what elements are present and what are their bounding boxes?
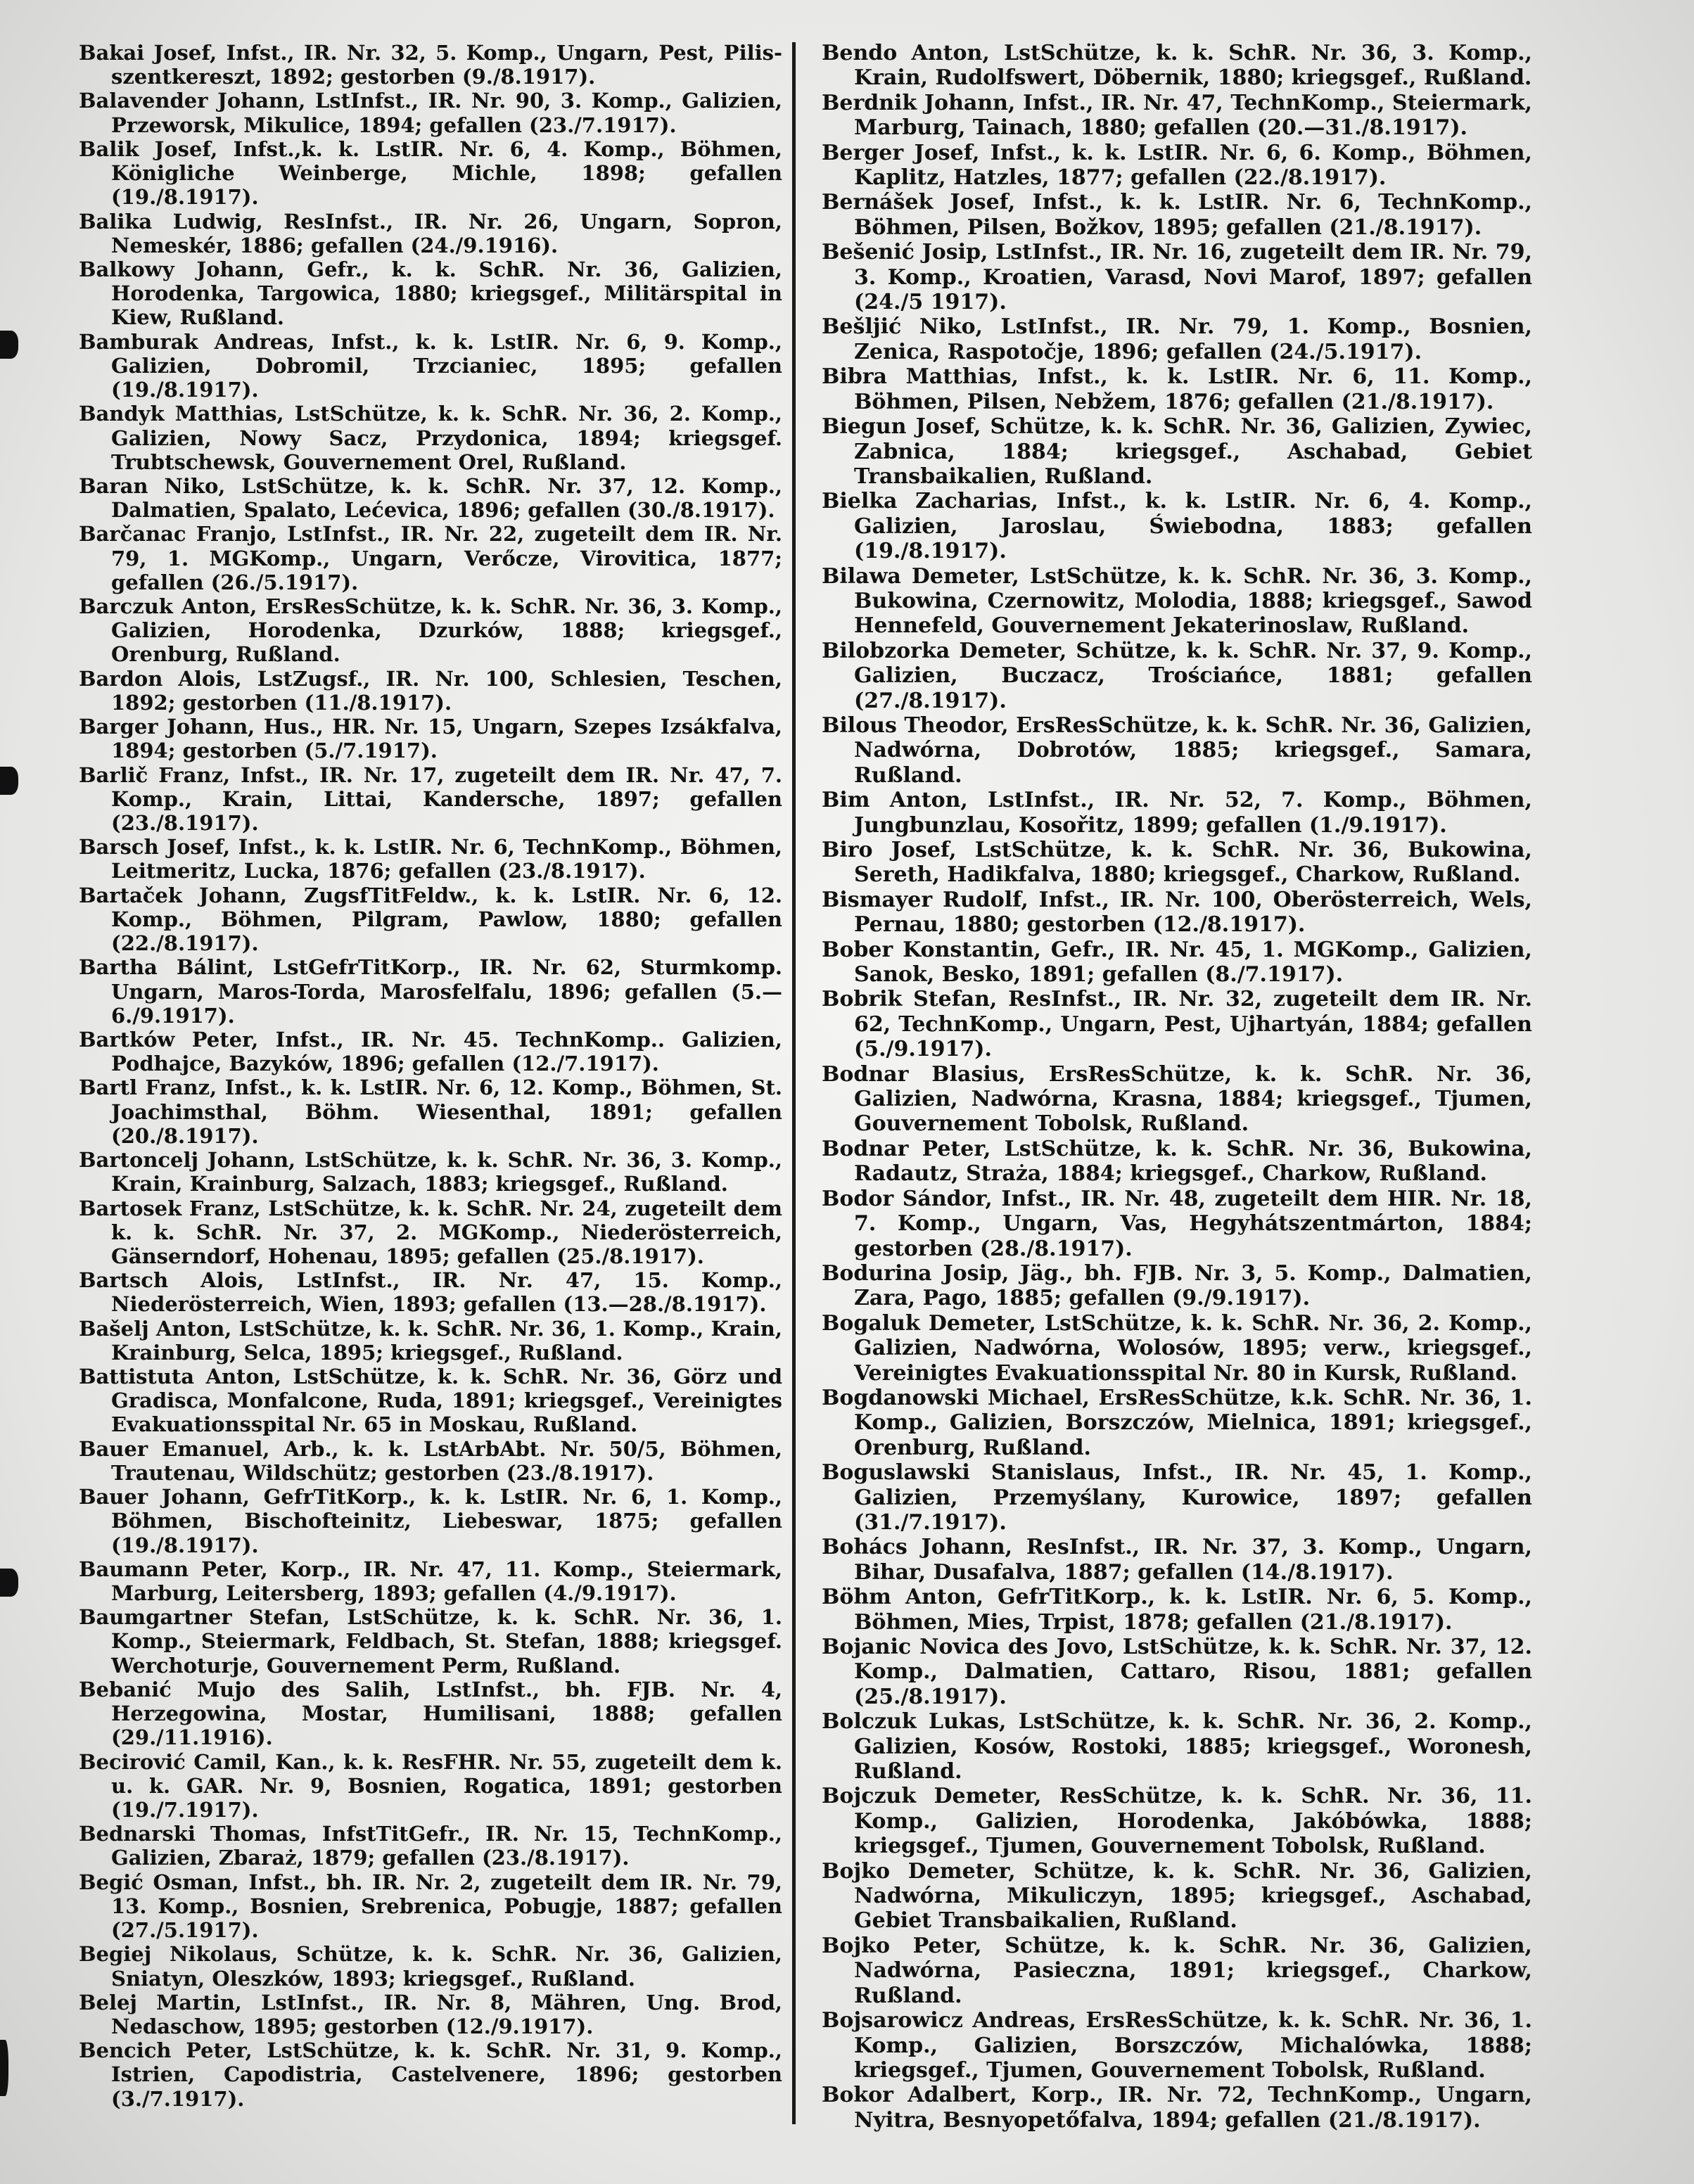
register-entry [822, 1709, 1532, 1784]
entry-surname: Bartaček [79, 883, 182, 907]
entry-surname: Bašelj [79, 1316, 149, 1341]
entry-surname: Bencich [79, 2038, 172, 2063]
register-entry [822, 489, 1532, 563]
register-entry [822, 2008, 1532, 2083]
entry-details: Camil, Kan., k. k. ResFHR. Nr. 55, zugeteilt dem k. u. k. GAR. Nr. 9, Bosnien, Rogatica, 1891; gestorben (19./7.1917). [111, 1749, 782, 1822]
entry-details: Niko, LstInfst., IR. Nr. 79, 1. Komp., Bosnien, Zenica, Raspotočje, 1896; gefallen (24./5.1917). [854, 314, 1532, 364]
entry-surname: Baumgartner [79, 1605, 232, 1630]
entry-surname: Balika [79, 209, 153, 234]
register-entry [79, 1870, 782, 1943]
entry-details: Novica des Jovo, LstSchütze, k. k. SchR. Nr. 37, 12. Komp., Dalmatien, Cattaro, Risou, 1881; gefallen (25./8.1917). [854, 1635, 1532, 1709]
entry-surname: Bilobzorka [822, 638, 950, 663]
right-column [822, 41, 1532, 2133]
register-entry [822, 938, 1532, 988]
entry-surname: Bebanić [79, 1677, 172, 1701]
entry-surname: Bogaluk [822, 1310, 920, 1336]
entry-details: Peter, Schütze, k. k. SchR. Nr. 36, Galizien, Nadwórna, Pasieczna, 1891; kriegsgef., Charkow, Rußland. [854, 1933, 1532, 2008]
entry-details: Matthias, LstSchütze, k. k. SchR. Nr. 36, 2. Komp., Galizien, Nowy Sacz, Przydonica, 1894; kriegsgef. Trubtschewsk, Gouvernement Orel, Rußland. [111, 402, 782, 474]
register-entry [79, 955, 782, 1028]
register-entry [79, 715, 782, 762]
entry-details: Ludwig, ResInfst., IR. Nr. 26, Ungarn, Sopron, Nemeskér, 1886; gefallen (24./9.1916). [111, 209, 782, 257]
entry-surname: Bojanic [822, 1635, 912, 1659]
register-entry [822, 1137, 1532, 1187]
register-entry [822, 639, 1532, 713]
entry-details: Franjo, LstInfst., IR. Nr. 22, zugeteilt dem IR. Nr. 79, 1. MGKomp., Ungarn, Verőcze, Virovitica, 1877; gefallen (26./5.1917). [111, 522, 782, 594]
entry-details: Johann, GefrTitKorp., k. k. LstIR. Nr. 6, 1. Komp., Böhmen, Bischofteinitz, Liebeswar, 1875; gefallen (19./8.1917). [111, 1485, 782, 1557]
entry-details: Johann, Infst., IR. Nr. 47, TechnKomp., Steiermark, Marburg, Tainach, 1880; gefallen (20.—31./8.1917). [854, 90, 1532, 141]
entry-surname: Bismayer [822, 887, 933, 912]
register-entry [822, 1934, 1532, 2008]
register-entry [822, 1062, 1532, 1137]
entry-surname: Bartoncelj [79, 1148, 199, 1173]
entry-surname: Bodurina [822, 1260, 932, 1286]
entry-surname: Biro [822, 838, 873, 862]
register-entry [822, 240, 1532, 314]
entry-surname: Bokor [822, 2083, 893, 2108]
entry-surname: Begiej [79, 1942, 152, 1967]
entry-surname: Bauer [79, 1436, 148, 1461]
register-entry [79, 1268, 782, 1316]
entry-details: Emanuel, Arb., k. k. LstArbAbt. Nr. 50/5, Böhmen, Trautenau, Wildschütz; gestorben (23./8.1917). [111, 1436, 782, 1485]
entry-surname: Bartsch [79, 1268, 169, 1293]
register-entry [79, 1557, 782, 1605]
entry-surname: Bešljić [822, 314, 902, 340]
register-entry [822, 414, 1532, 489]
register-entry [79, 1148, 782, 1196]
register-entry [822, 1784, 1532, 1858]
register-entry [822, 788, 1532, 838]
entry-surname: Biegun [822, 414, 907, 440]
register-entry [79, 1196, 782, 1269]
entry-surname: Bojko [822, 1933, 891, 1958]
binding-mark [0, 331, 18, 359]
register-entry [822, 1187, 1532, 1261]
entry-surname: Bauer [79, 1485, 148, 1509]
entry-details: Adalbert, Korp., IR. Nr. 72, TechnKomp., Ungarn, Nyitra, Besnyopetőfalva, 1894; gefallen (21./8.1917). [854, 2083, 1532, 2133]
entry-surname: Barlič [79, 762, 148, 787]
register-entry [79, 89, 782, 136]
register-entry [822, 141, 1532, 191]
entry-details: Johann, LstSchütze, k. k. SchR. Nr. 36, 3. Komp., Krain, Krainburg, Salzach, 1883; kriegsgef., Rußland. [111, 1148, 782, 1196]
entry-surname: Battistuta [79, 1365, 195, 1389]
entry-details: Johann, Gefr., k. k. SchR. Nr. 36, Galizien, Horodenka, Targowica, 1880; kriegsgef., Militärspital in Kiew, Rußland. [111, 257, 782, 330]
entry-details: Franz, LstSchütze, k. k. SchR. Nr. 24, zugeteilt dem k. k. SchR. Nr. 37, 2. MGKomp., Niederösterreich, Gänserndorf, Hohenau, 1895; gefallen (25./8.1917). [111, 1196, 782, 1268]
entry-surname: Bodor [822, 1186, 894, 1211]
register-entry [79, 210, 782, 257]
entry-surname: Bakai [79, 41, 145, 65]
entry-details: Peter, Korp., IR. Nr. 47, 11. Komp., Steiermark, Marburg, Leitersberg, 1893; gefallen (4./9.1917). [111, 1557, 782, 1605]
register-entry [79, 2038, 782, 2111]
entry-details: Zacharias, Infst., k. k. LstIR. Nr. 6, 4. Komp., Galizien, Jaroslau, Świebodna, 1883; gefallen (19./8.1917). [854, 489, 1532, 564]
entry-surname: Bednarski [79, 1822, 196, 1846]
entry-details: Johann, LstInfst., IR. Nr. 90, 3. Komp., Galizien, Przeworsk, Mikulice, 1894; gefallen (23./7.1917). [111, 89, 782, 137]
entry-surname: Berger [822, 140, 904, 165]
entry-surname: Bamburak [79, 329, 198, 354]
register-entry [822, 1460, 1532, 1535]
entry-details: Franz, Infst., k. k. LstIR. Nr. 6, 12. Komp., Böhmen, St. Joachimsthal, Böhm. Wiesenthal, 1891; gefallen (20./8.1917). [111, 1075, 782, 1148]
entry-details: Thomas, InfstTitGefr., IR. Nr. 15, TechnKomp., Galizien, Zbaraż, 1879; gefallen (23./8.1917). [111, 1822, 782, 1870]
entry-surname: Becirović [79, 1749, 186, 1774]
register-entry [822, 314, 1532, 364]
entry-details: Matthias, Infst., k. k. LstIR. Nr. 6, 11. Komp., Böhmen, Pilsen, Nebžem, 1876; gefallen (21./8.1917). [854, 364, 1532, 414]
entry-details: Franz, Infst., IR. Nr. 17, zugeteilt dem IR. Nr. 47, 7. Komp., Krain, Littai, Kandersche, 1897; gefallen (23./8.1917). [111, 762, 782, 835]
register-entry [79, 835, 782, 883]
register-entry [79, 1437, 782, 1485]
entry-surname: Baran [79, 473, 148, 498]
entry-details: Mujo des Salih, LstInfst., bh. FJB. Nr. 4, Herzegowina, Mostar, Humilisani, 1888; gefallen (29./11.1916). [111, 1677, 782, 1750]
register-entry [822, 888, 1532, 938]
left-column [79, 41, 782, 2111]
register-entry [822, 364, 1532, 414]
entry-details: Josef, Schütze, k. k. SchR. Nr. 36, Galizien, Zywiec, Zabnica, 1884; kriegsgef., Aschabad, Gebiet Transbaikalien, Rußland. [854, 414, 1532, 489]
register-entry [822, 41, 1532, 91]
entry-surname: Bartków [79, 1027, 175, 1052]
register-entry [79, 1678, 782, 1750]
entry-details: Alois, LstZugsf., IR. Nr. 100, Schlesien, Teschen, 1892; gestorben (11./8.1917). [111, 666, 782, 715]
entry-surname: Böhm [822, 1585, 891, 1610]
entry-surname: Bartl [79, 1075, 137, 1100]
entry-details: Theodor, ErsResSchütze, k. k. SchR. Nr. 36, Galizien, Nadwórna, Dobrotów, 1885; kriegsgef., Samara, Rußland. [854, 713, 1532, 788]
register-entry [79, 667, 782, 715]
register-entry [79, 883, 782, 956]
entry-surname: Bim [822, 788, 870, 813]
entry-surname: Bendo [822, 41, 898, 65]
entry-details: Josef, Infst., IR. Nr. 32, 5. Komp., Ungarn, Pest, Pilis-szentkereszt, 1892; gestorben (9./8.1917). [111, 41, 782, 89]
entry-surname: Bolczuk [822, 1709, 917, 1735]
entry-surname: Bobrik [822, 987, 903, 1012]
entry-details: Peter, LstSchütze, k. k. SchR. Nr. 36, Bukowina, Radautz, Straża, 1884; kriegsgef., Charkow, Rußland. [854, 1136, 1532, 1187]
entry-details: Anton, GefrTitKorp., k. k. LstIR. Nr. 6, 5. Komp., Böhmen, Mies, Trpist, 1878; gefallen (21./8.1917). [854, 1585, 1533, 1635]
entry-details: Anton, LstSchütze, k. k. SchR. Nr. 36, 3. Komp., Krain, Rudolfswert, Döbernik, 1880; kriegsgef., Rußland. [854, 41, 1532, 91]
entry-details: Peter, Infst., IR. Nr. 45. TechnKomp.. Galizien, Podhajce, Bazyków, 1896; gefallen (12./7.1917). [111, 1027, 782, 1076]
register-entry [79, 137, 782, 210]
entry-details: Demeter, Schütze, k. k. SchR. Nr. 36, Galizien, Nadwórna, Mikuliczyn, 1895; kriegsgef., Aschabad, Gebiet Transbaikalien, Rußland. [854, 1858, 1532, 1934]
entry-surname: Belej [79, 1990, 137, 2014]
register-entry [822, 1635, 1532, 1709]
entry-surname: Barčanac [79, 522, 186, 547]
entry-surname: Bešenić [822, 240, 915, 265]
register-entry [79, 594, 782, 667]
entry-details: Bálint, LstGefrTitKorp., IR. Nr. 62, Sturmkomp. Ungarn, Maros-Torda, Marosfelfalu, 1896; gefallen (5.—6./9.1917). [111, 955, 782, 1028]
entry-details: Demeter, LstSchütze, k. k. SchR. Nr. 36, 3. Komp., Bukowina, Czernowitz, Molodia, 1888; kriegsgef., Sawod Hennefeld, Gouvernement Jekaterinoslaw, Rußland. [854, 563, 1532, 639]
entry-surname: Barsch [79, 835, 159, 860]
entry-surname: Bilous [822, 713, 897, 738]
entry-details: Demeter, ResSchütze, k. k. SchR. Nr. 36, 11. Komp., Galizien, Horodenka, Jakóbówka, 1888; kriegsgef., Tjumen, Gouvernement Tobolsk, Rußland. [854, 1784, 1533, 1859]
register-entry [822, 1585, 1532, 1635]
entry-details: Osman, Infst., bh. IR. Nr. 2, zugeteilt dem IR. Nr. 79, 13. Komp., Bosnien, Srebrenica, Pobugje, 1887; gefallen (27./5.1917). [111, 1870, 782, 1943]
entry-details: Andreas, ErsResSchütze, k. k. SchR. Nr. 36, 1. Komp., Galizien, Borszczów, Michalówka, 1888; kriegsgef., Tjumen, Gouvernement Tobolsk, Rußland. [854, 2008, 1532, 2083]
register-entry [822, 1261, 1532, 1311]
register-entry [79, 330, 782, 402]
entry-surname: Berdnik [822, 90, 917, 115]
entry-details: Johann, ResInfst., IR. Nr. 37, 3. Komp., Ungarn, Bihar, Dusafalva, 1887; gefallen (14./8.1917). [854, 1535, 1532, 1585]
entry-surname: Bartha [79, 955, 158, 980]
register-entry [79, 1942, 782, 1990]
entry-surname: Bandyk [79, 402, 165, 426]
entry-surname: Bernášek [822, 190, 934, 215]
entry-surname: Balavender [79, 89, 208, 113]
register-entry [822, 838, 1532, 888]
entry-details: Josip, Jäg., bh. FJB. Nr. 3, 5. Komp., Dalmatien, Zara, Pago, 1885; gefallen (9./9.1917). [854, 1260, 1532, 1311]
entry-surname: Barger [79, 715, 158, 739]
binding-mark [0, 1569, 18, 1597]
entry-surname: Bielka [822, 489, 898, 514]
entry-details: Anton, LstSchütze, k. k. SchR. Nr. 36, 1. Komp., Krain, Krainburg, Selca, 1895; kriegsgef., Rußland. [111, 1316, 782, 1365]
register-entry [79, 1075, 782, 1148]
entry-details: Stanislaus, Infst., IR. Nr. 45, 1. Komp., Galizien, Przemyślany, Kurowice, 1897; gefallen (31./7.1917). [854, 1460, 1532, 1535]
entry-details: Demeter, LstSchütze, k. k. SchR. Nr. 36, 2. Komp., Galizien, Nadwórna, Wolosów, 1895; verw., kriegsgef., Vereinigtes Evakuationsspital Nr. 80 in Kursk, Rußland. [854, 1310, 1532, 1386]
entry-surname: Bojsarowicz [822, 2008, 963, 2033]
entry-details: Peter, LstSchütze, k. k. SchR. Nr. 31, 9. Komp., Istrien, Capodistria, Castelvenere, 1896; gestorben (3./7.1917). [111, 2038, 782, 2111]
column-divider [792, 42, 796, 2124]
entry-details: Josip, LstInfst., IR. Nr. 16, zugeteilt dem IR. Nr. 79, 3. Komp., Kroatien, Varasd, Novi Marof, 1897; gefallen (24./5 1917). [854, 240, 1532, 315]
register-entry [822, 91, 1532, 141]
register-entry [79, 522, 782, 594]
entry-details: Stefan, LstSchütze, k. k. SchR. Nr. 36, 1. Komp., Steiermark, Feldbach, St. Stefan, 1888; kriegsgef. Werchoturje, Gouvernement Perm, Rußland. [111, 1605, 782, 1678]
register-entry [822, 2083, 1532, 2133]
entry-details: Konstantin, Gefr., IR. Nr. 45, 1. MGKomp., Galizien, Sanok, Besko, 1891; gefallen (8./7.1917). [854, 937, 1532, 988]
entry-surname: Bogdanowski [822, 1385, 979, 1410]
register-entry [79, 763, 782, 836]
entry-details: Josef, Infst., k. k. LstIR. Nr. 6, TechnKomp., Böhmen, Leitmeritz, Lucka, 1876; gefallen (23./8.1917). [111, 835, 782, 883]
register-entry [79, 1028, 782, 1075]
entry-details: Anton, LstSchütze, k. k. SchR. Nr. 36, Görz und Gradisca, Monfalcone, Ruda, 1891; kriegsgef., Vereinigtes Evakuationsspital Nr. 65 in Moskau, Rußland. [111, 1365, 782, 1437]
entry-details: Demeter, Schütze, k. k. SchR. Nr. 37, 9. Komp., Galizien, Buczacz, Trościańce, 1881; gefallen (27./8.1917). [854, 638, 1532, 713]
entry-details: Michael, ErsResSchütze, k.k. SchR. Nr. 36, 1. Komp., Galizien, Borszczów, Mielnica, 1891; kriegsgef., Orenburg, Rußland. [854, 1385, 1532, 1460]
entry-details: Johann, Hus., HR. Nr. 15, Ungarn, Szepes Izsákfalva, 1894; gestorben (5./7.1917). [111, 715, 782, 763]
entry-surname: Boguslawski [822, 1460, 970, 1486]
entry-details: Niko, LstSchütze, k. k. SchR. Nr. 37, 12. Komp., Dalmatien, Spalato, Lećevica, 1896; gefallen (30./8.1917). [111, 473, 782, 523]
register-entry [822, 713, 1532, 788]
entry-details: Rudolf, Infst., IR. Nr. 100, Oberösterreich, Wels, Pernau, 1880; gestorben (12./8.1917). [854, 887, 1532, 938]
entry-details: Martin, LstInfst., IR. Nr. 8, Mähren, Ung. Brod, Nedaschow, 1895; gestorben (12./9.1917). [111, 1990, 782, 2038]
register-entry [79, 1605, 782, 1678]
register-entry [822, 190, 1532, 240]
entry-details: Josef, LstSchütze, k. k. SchR. Nr. 36, Bukowina, Sereth, Hadikfalva, 1880; kriegsgef., Charkow, Rußland. [854, 838, 1533, 888]
register-entry [79, 1317, 782, 1365]
register-entry [79, 1991, 782, 2038]
entry-details: Josef, Infst.,k. k. LstIR. Nr. 6, 4. Komp., Böhmen, Königliche Weinberge, Michle, 1898; gefallen (19./8.1917). [111, 136, 782, 210]
entry-details: Anton, ErsResSchütze, k. k. SchR. Nr. 36, 3. Komp., Galizien, Horodenka, Dzurków, 1888; kriegsgef., Orenburg, Rußland. [111, 594, 782, 667]
register-entry [79, 41, 782, 89]
entry-surname: Bohács [822, 1535, 908, 1560]
entry-details: Blasius, ErsResSchütze, k. k. SchR. Nr. 36, Galizien, Nadwórna, Krasna, 1884; kriegsgef., Tjumen, Gouvernement Tobolsk, Rußland. [854, 1061, 1532, 1137]
entry-surname: Baumann [79, 1557, 189, 1581]
entry-surname: Bilawa [822, 563, 901, 589]
entry-surname: Bartosek [79, 1196, 182, 1220]
entry-surname: Balkowy [79, 257, 174, 281]
entry-details: Stefan, ResInfst., IR. Nr. 32, zugeteilt dem IR. Nr. 62, TechnKomp., Ungarn, Pest, Ujhartyán, 1884; gefallen (5./9.1917). [854, 987, 1532, 1062]
entry-surname: Bober [822, 937, 893, 962]
entry-surname: Bodnar [822, 1136, 909, 1161]
entry-details: Alois, LstInfst., IR. Nr. 47, 15. Komp., Niederösterreich, Wien, 1893; gefallen (13.—28./8.1917). [111, 1268, 782, 1317]
entry-details: Anton, LstInfst., IR. Nr. 52, 7. Komp., Böhmen, Jungbunzlau, Kosořitz, 1899; gefallen (1./9.1917). [854, 788, 1532, 838]
entry-details: Sándor, Infst., IR. Nr. 48, zugeteilt dem HIR. Nr. 18, 7. Komp., Ungarn, Vas, Hegyhátszentmárton, 1884; gestorben (28./8.1917). [854, 1186, 1532, 1261]
entry-surname: Begić [79, 1870, 144, 1894]
register-entry [822, 987, 1532, 1061]
entry-surname: Barczuk [79, 594, 173, 619]
entry-details: Lukas, LstSchütze, k. k. SchR. Nr. 36, 2. Komp., Galizien, Kosów, Rostoki, 1885; kriegsgef., Woronesh, Rußland. [854, 1709, 1532, 1784]
entry-surname: Bojko [822, 1858, 891, 1884]
binding-mark [0, 2040, 8, 2096]
register-entry [79, 402, 782, 474]
entry-surname: Bojczuk [822, 1784, 917, 1809]
register-entry [79, 474, 782, 522]
entry-details: Nikolaus, Schütze, k. k. SchR. Nr. 36, Galizien, Sniatyn, Oleszków, 1893; kriegsgef., Rußland. [111, 1942, 782, 1991]
register-entry [79, 1485, 782, 1557]
register-entry [822, 564, 1532, 639]
entry-details: Johann, ZugsfTitFeldw., k. k. LstIR. Nr. 6, 12. Komp., Böhmen, Pilgram, Pawlow, 1880; gefallen (22./8.1917). [111, 883, 782, 956]
register-entry [79, 1822, 782, 1870]
register-entry [822, 1859, 1532, 1934]
entry-details: Josef, Infst., k. k. LstIR. Nr. 6, 6. Komp., Böhmen, Kaplitz, Hatzles, 1877; gefallen (22./8.1917). [854, 140, 1532, 191]
register-entry [79, 257, 782, 330]
entry-surname: Balik [79, 136, 139, 161]
entry-details: Josef, Infst., k. k. LstIR. Nr. 6, TechnKomp., Böhmen, Pilsen, Božkov, 1895; gefallen (21./8.1917). [854, 190, 1532, 240]
register-entry [79, 1750, 782, 1822]
entry-details: Andreas, Infst., k. k. LstIR. Nr. 6, 9. Komp., Galizien, Dobromil, Trzcianiec, 1895; gefallen (19./8.1917). [111, 329, 782, 402]
register-entry [822, 1386, 1532, 1460]
register-entry [822, 1311, 1532, 1386]
register-entry [79, 1365, 782, 1437]
entry-surname: Bardon [79, 666, 163, 691]
entry-surname: Bibra [822, 364, 887, 390]
register-entry [822, 1535, 1532, 1585]
binding-mark [0, 767, 18, 795]
entry-surname: Bodnar [822, 1061, 909, 1087]
